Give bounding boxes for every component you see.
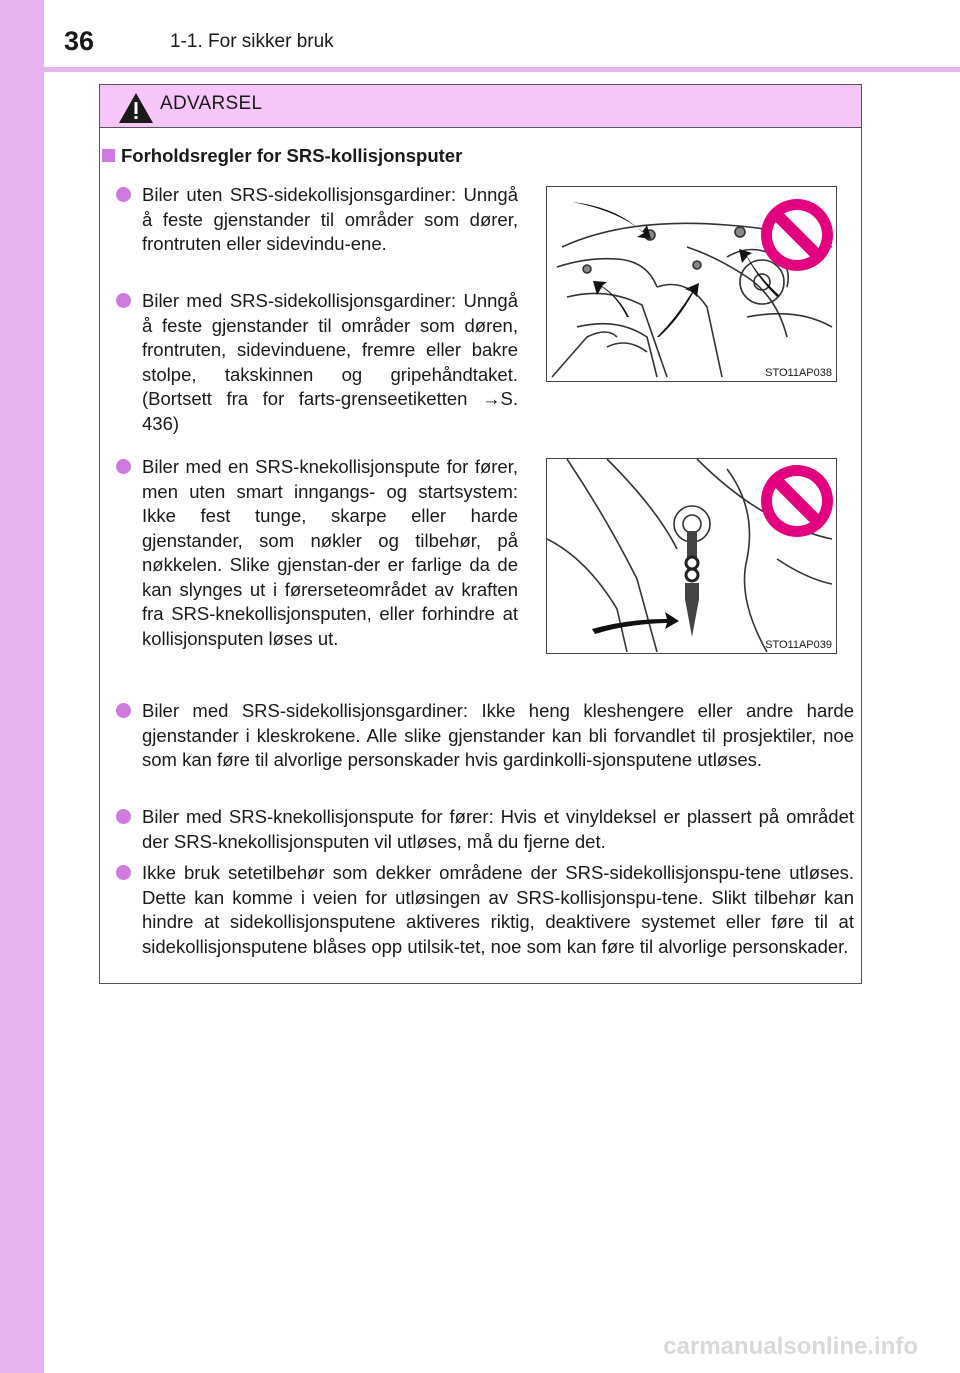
car-interior-illustration	[547, 187, 835, 380]
list-item-text: Biler uten SRS-sidekollisjonsgardiner: Unngå å feste gjenstander til områder som dører, frontruten eller sidevindu-ene.	[142, 184, 518, 254]
warning-box	[99, 84, 862, 984]
list-item	[142, 289, 518, 436]
list-item	[142, 861, 854, 959]
watermark: carmanualsonline.info	[663, 1333, 918, 1360]
prohibited-sign-icon	[761, 199, 833, 271]
warning-label: ADVARSEL	[160, 93, 263, 114]
list-item-text: Ikke bruk setetilbehør som dekker områdene der SRS-sidekollisjonspu-tene utløses. Dette kan komme i veien for utløsingen av SRS-kollisjonspu-tene. Slikt tilbehør kan hindre at sidekollisjonsputene aktiveres riktig, deaktivere systemet eller føre til at sidekollisjonsputene blåses opp utilsik-tet, noe som kan føre til alvorlige personskader.	[142, 862, 854, 957]
warning-triangle-icon	[117, 91, 155, 125]
bullet-dot-icon	[116, 865, 131, 880]
bullet-dot-icon	[116, 809, 131, 824]
key-ignition-illustration	[547, 459, 835, 652]
warning-header	[100, 85, 861, 128]
page-number: 36	[64, 26, 95, 56]
list-item-text: Biler med SRS-sidekollisjonsgardiner: Unngå å feste gjenstander til områder som døren, frontruten, sidevinduene, fremre eller bakre stolpe, takskinnen og gripehåndtaket. (Bortsett fra for farts-grenseetiketten →S. 436)	[142, 290, 518, 434]
keychain-weight-icon	[685, 531, 699, 637]
list-item-text: Biler med SRS-sidekollisjonsgardiner: Ikke heng kleshengere eller andre harde gjenstander i kleskrokene. Alle slike gjenstander kan bli forvandlet til prosjektiler, noe som kan føre til alvorlige personskader hvis gardinkolli-sjonsputene utløses.	[142, 700, 854, 770]
bullet-dot-icon	[116, 459, 131, 474]
bullet-dot-icon	[116, 293, 131, 308]
list-item	[142, 805, 854, 854]
list-item-text: Biler med SRS-knekollisjonspute for fører: Hvis et vinyldeksel er plassert på området der SRS-knekollisjonsputen vil utløses, må du fjerne det.	[142, 806, 854, 852]
figure-key-ignition	[546, 458, 837, 654]
side-tab-band	[0, 0, 44, 1373]
prohibited-sign-icon	[761, 465, 833, 537]
section-heading-text: Forholdsregler for SRS-kollisjonsputer	[121, 145, 463, 166]
list-item-text: Biler med en SRS-knekollisjonspute for fører, men uten smart inngangs- og startsystem: Ikke fest tunge, skarpe eller harde gjenstander, som nøkler og tilbehør, på nøkkelen. Slike gjenstan-der er farlige da de kan slynges ut i førerseteområdet av kraften fra SRS-knekollisjonsputen, eller forhindre at kollisjonsputen løses ut.	[142, 456, 518, 649]
header-rule	[44, 67, 960, 72]
square-bullet-icon	[102, 149, 115, 162]
list-item	[142, 183, 518, 257]
list-item	[142, 699, 854, 773]
bullet-dot-icon	[116, 187, 131, 202]
figure-code: STO11AP038	[765, 367, 832, 379]
list-item	[142, 455, 518, 651]
figure-car-interior	[546, 186, 837, 382]
section-heading	[102, 145, 462, 167]
bullet-dot-icon	[116, 703, 131, 718]
figure-code: STO11AP039	[765, 639, 832, 651]
chapter-title: 1-1. For sikker bruk	[170, 31, 334, 52]
